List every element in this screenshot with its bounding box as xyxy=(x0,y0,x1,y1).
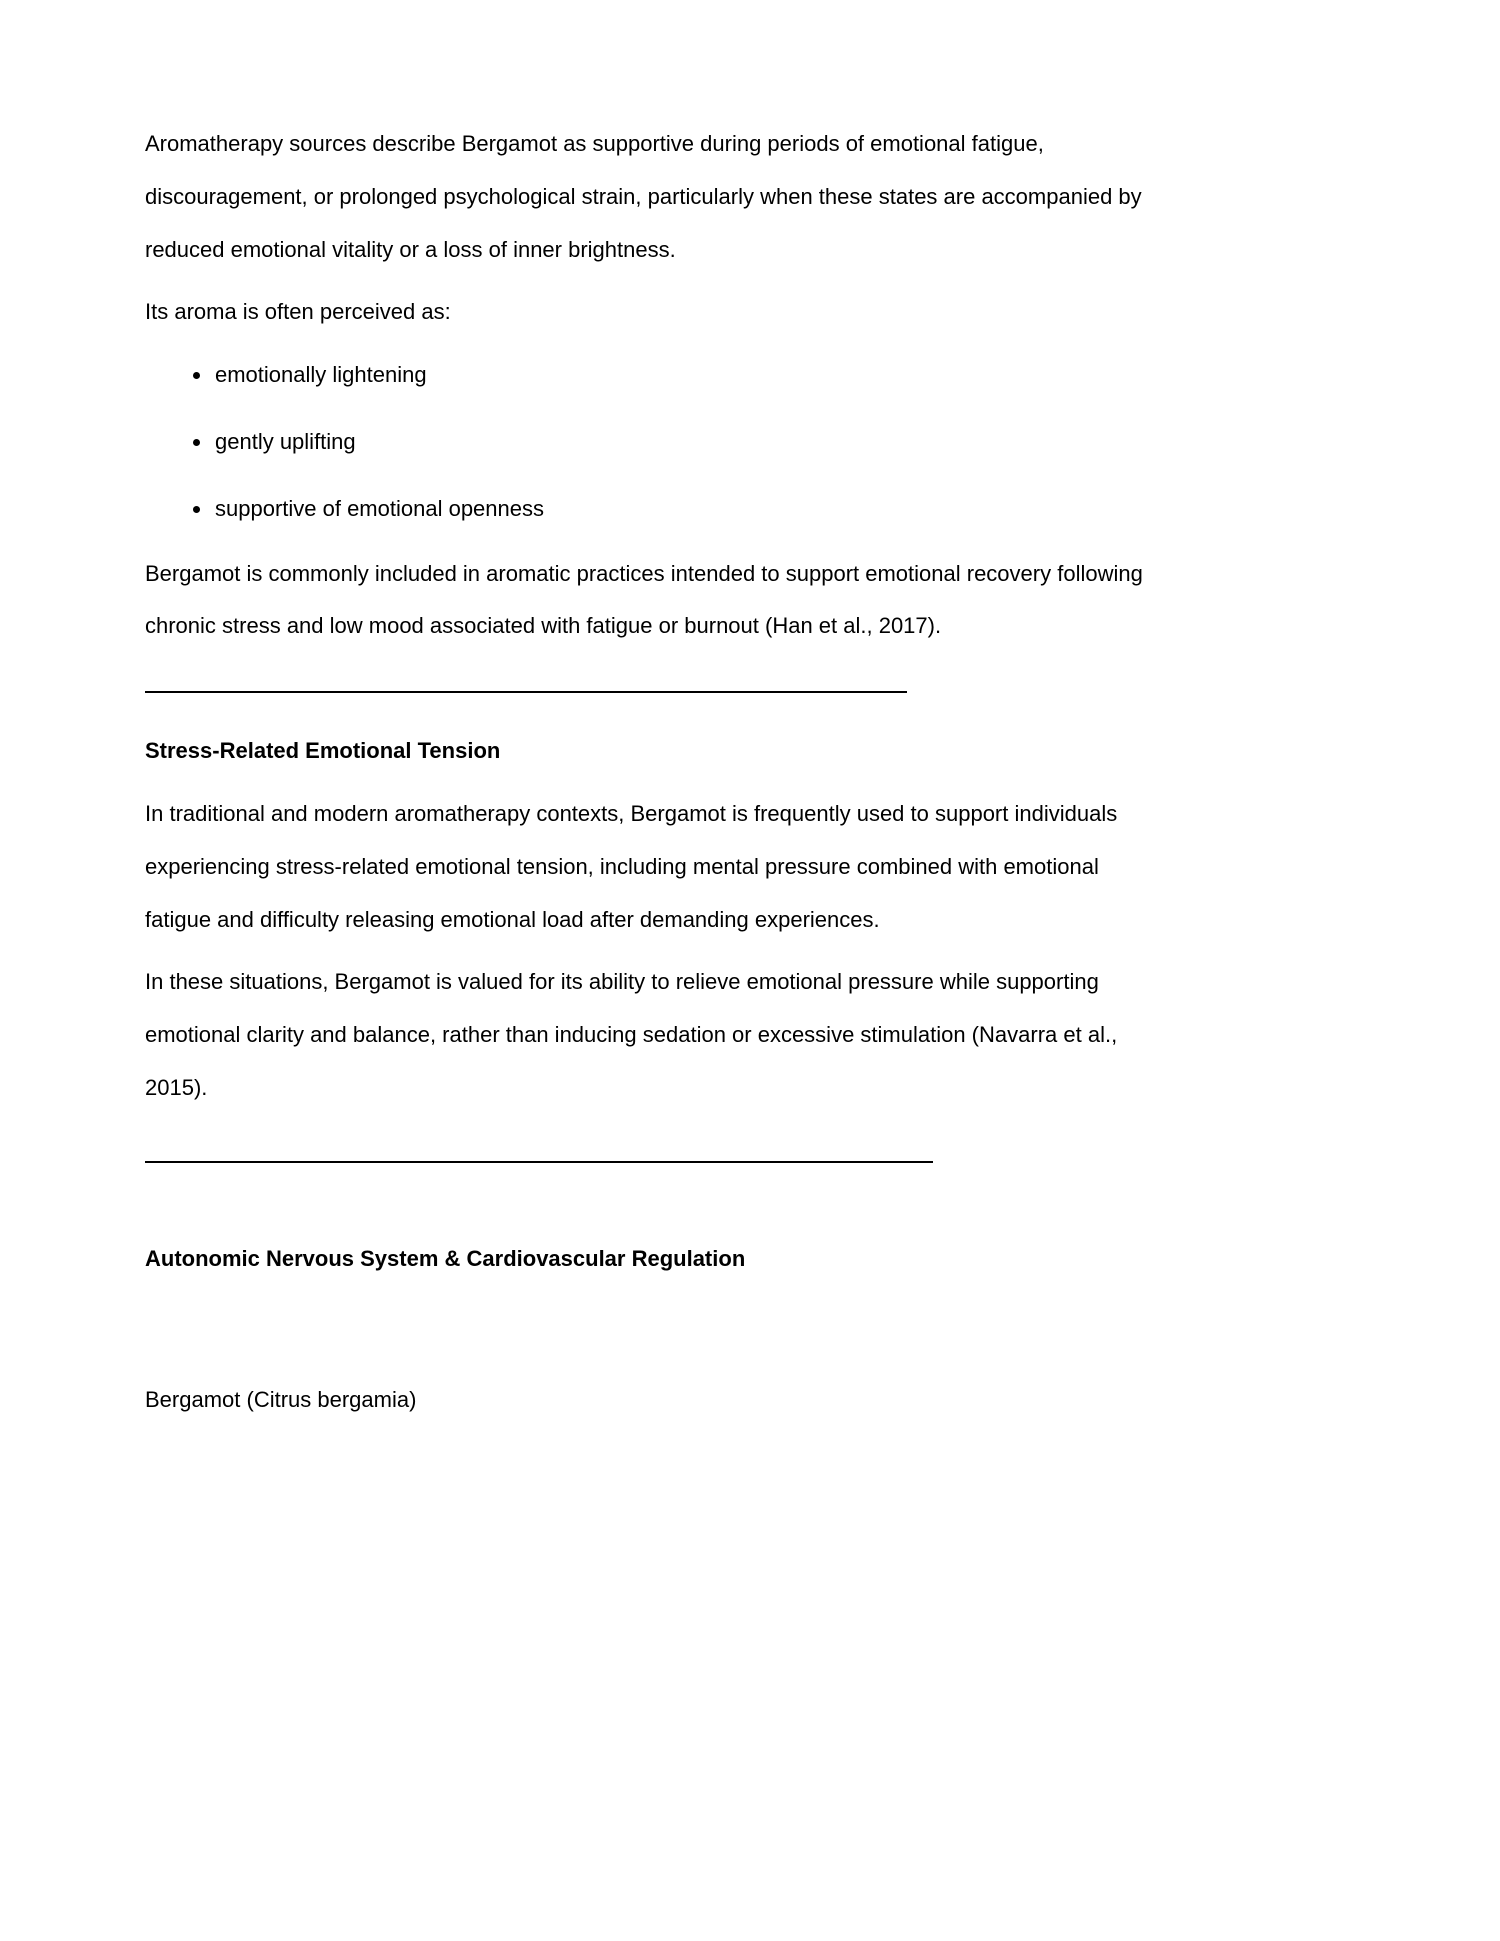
paragraph-stress-2: In these situations, Bergamot is valued for its ability to relieve emotional pressure while supporting emotional clarity and balance, rather than inducing sedation or excessive stimulation (Navarra et al., 2015). xyxy=(145,969,1118,1100)
list-item: • supportive of emotional openness xyxy=(213,483,1155,536)
paragraph-stress-1: In traditional and modern aromatherapy contexts, Bergamot is frequently used to support individuals experiencing stress-related emotional tension, including mental pressure combined with emotional fatigue and difficulty releasing emotional load after demanding experiences. xyxy=(145,800,1118,932)
list-item: • emotionally lightening xyxy=(213,349,1155,402)
document-content xyxy=(145,118,1155,1426)
paragraph-intro-1: Aromatherapy sources describe Bergamot as supportive during periods of emotional fatigue, discouragement, or prolonged psychological strain, particularly when these states are accompanied by reduced emotional vitality or a loss of inner brightness. xyxy=(145,131,1142,262)
aroma-qualities-list xyxy=(145,349,1155,535)
paragraph-intro-3: Bergamot is commonly included in aromatic practices intended to support emotional recovery following chronic stress and low mood associated with fatigue or burnout (Han et al., 2017). xyxy=(145,560,1143,639)
list-item: • gently uplifting xyxy=(213,416,1155,469)
section-divider xyxy=(145,691,907,693)
section-heading-stress: Stress-Related Emotional Tension xyxy=(145,738,501,764)
section-divider xyxy=(145,1161,933,1163)
paragraph-intro-2: Its aroma is often perceived as: xyxy=(145,299,451,325)
section-heading-autonomic: Autonomic Nervous System & Cardiovascular Regulation xyxy=(145,1245,746,1271)
paragraph-autonomic-1: Bergamot (Citrus bergamia) xyxy=(145,1386,417,1412)
